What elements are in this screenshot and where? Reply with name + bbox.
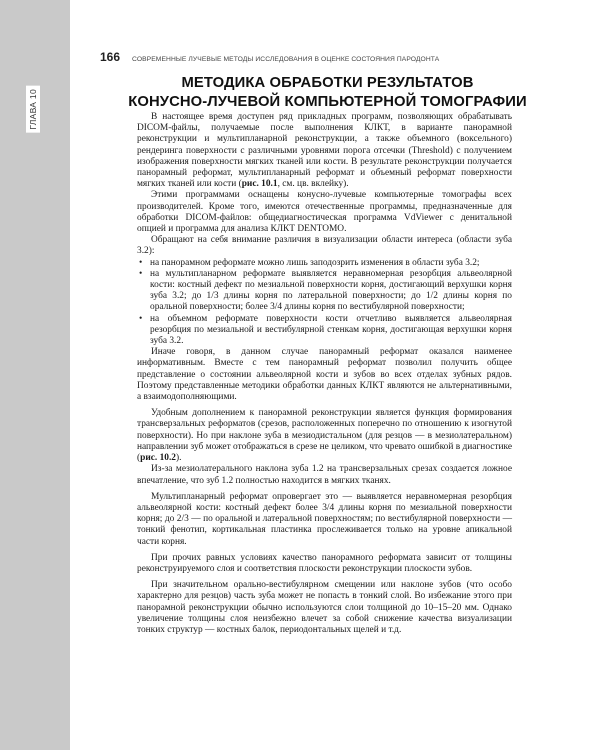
paragraph-5-tail: ). <box>176 453 182 464</box>
chapter-side-tab <box>0 0 70 750</box>
paragraph-8: При прочих равных условиях качество панорамного реформата зависит от толщины реконструируемого слоя и соответствия плоскости реконструкции плоскости зубов. <box>137 552 512 574</box>
list-item-text: на объемном реформате поверхности кости отчетливо выявляется альвеолярная резорбция по мезиальной и вестибулярной стенкам корня, достигающая верхушки корня зуба 3.2. <box>150 313 512 347</box>
paragraph-1-tail: , см. цв. вклейку). <box>277 179 349 190</box>
bullet-icon: • <box>139 257 143 268</box>
section-title-line-2: КОНУСНО-ЛУЧЕВОЙ КОМПЬЮТЕРНОЙ ТОМОГРАФИИ <box>128 94 527 110</box>
list-item <box>137 258 512 269</box>
bullet-icon: • <box>139 268 143 279</box>
page-number: 166 <box>100 50 121 64</box>
paragraph-9: При значительном орально-вестибулярном смещении или наклоне зубов (что особо характерно для резцов) часть зуба может не попасть в тонкий слой. Во избежание этого при панорамной реконструкции обычно используются слои толщиной до 10–15–20 мм. Однако увеличение толщины слоя неизбежно влечет за собой снижение качества визуализации тонких структур — костных балок, периодонтальных щелей и т.д. <box>137 580 512 635</box>
paragraph-5 <box>137 408 512 464</box>
paragraph-2: Этими программами оснащены конусно-лучевые компьютерные томографы всех производителей. Кроме того, имеются отечественные программы, предназначенные для обработки DICOM-файлов: общедиагностическая программа VdViewer с денитальной опцией и программа для анализа КЛКТ DENTOMO. <box>137 190 512 235</box>
list-item-text: на панорамном реформате можно лишь заподозрить изменения в области зуба 3.2; <box>150 257 480 268</box>
body-text <box>137 112 512 636</box>
running-title: СОВРЕМЕННЫЕ ЛУЧЕВЫЕ МЕТОДЫ ИССЛЕДОВАНИЯ В ОЦЕНКЕ СОСТОЯНИЯ ПАРОДОНТА <box>132 56 440 63</box>
running-header <box>100 50 555 64</box>
bullet-list <box>137 258 512 348</box>
section-title-line-1: МЕТОДИКА ОБРАБОТКИ РЕЗУЛЬТАТОВ <box>181 75 474 91</box>
paragraph-5-text: Удобным дополнением к панорамной реконструкции является функция формирования трансверзальных реформатов (срезов, расположенных поперечно по отношению к изогнутой поверхности). Но при наклоне зуба в мезиодистальном (для резцов — в мезиолатеральном) направлении зуб может отображаться в срезе не целиком, что чревато ошибкой в диагностике ( <box>137 408 512 464</box>
paragraph-1-text: В настоящее время доступен ряд прикладных программ, позволяющих обрабатывать DICOM-файлы, получаемые после выполнения КЛКТ, в варианте панорамной реконструкции и мультипланарной реконструкции, а также объемного (воксельного) рендеринга поверхности с различными уровнями порога отсечки (Threshold) с получением изображения поверхности мягких тканей или кости. В результате реконструкции получается панорамный реформат, мультипланарный реформат и объемный реформат поверхности мягких тканей или кости ( <box>137 112 512 190</box>
figure-ref-10-2: рис. 10.2 <box>140 453 176 464</box>
list-item-text: на мультипланарном реформате выявляется неравномерная резорбция альвеолярной кости: костный дефект по мезиальной поверхности корня, достигающий верхушки корня зуба 3.2; до 1/3 длины корня по латеральной поверхности; до 1/2 длины корня по оральной поверхности; более 3/4 длины корня по вестибулярной поверхности; <box>150 268 512 313</box>
figure-ref-10-1: рис. 10.1 <box>241 179 278 190</box>
bullet-icon: • <box>139 313 143 324</box>
paragraph-4: Иначе говоря, в данном случае панорамный реформат оказался наименее информативным. Вместе с тем панорамный реформат позволил получить общее представление о состоянии альвеолярной кости и зубов во всех отделах зубных рядов. Поэтому представленные методики обработки данных КЛКТ являются не альтернативными, а взаимодополняющими. <box>137 347 512 403</box>
paragraph-7: Мультипланарный реформат опровергает это — выявляется неравномерная резорбция альвеолярной кости: костный дефект более 3/4 длины корня по мезиальной поверхности корня; до 2/3 — по оральной и латеральной поверхностям; по вестибулярной поверхности — тонкий фенотип, кортикальная пластинка прослеживается только на уровне апикальной части корня. <box>137 491 512 547</box>
list-item <box>137 314 512 348</box>
chapter-label: ГЛАВА 10 <box>26 86 40 133</box>
list-item <box>137 269 512 314</box>
paragraph-6: Из-за мезиолатерального наклона зуба 1.2 на трансверзальных срезах создается ложное впечатление, что зуб 1.2 полностью находится в мягких тканях. <box>137 464 512 486</box>
paragraph-3: Обращают на себя внимание различия в визуализации области интереса (области зуба 3.2): <box>137 235 512 257</box>
section-title <box>100 74 555 112</box>
paragraph-1 <box>137 112 512 190</box>
